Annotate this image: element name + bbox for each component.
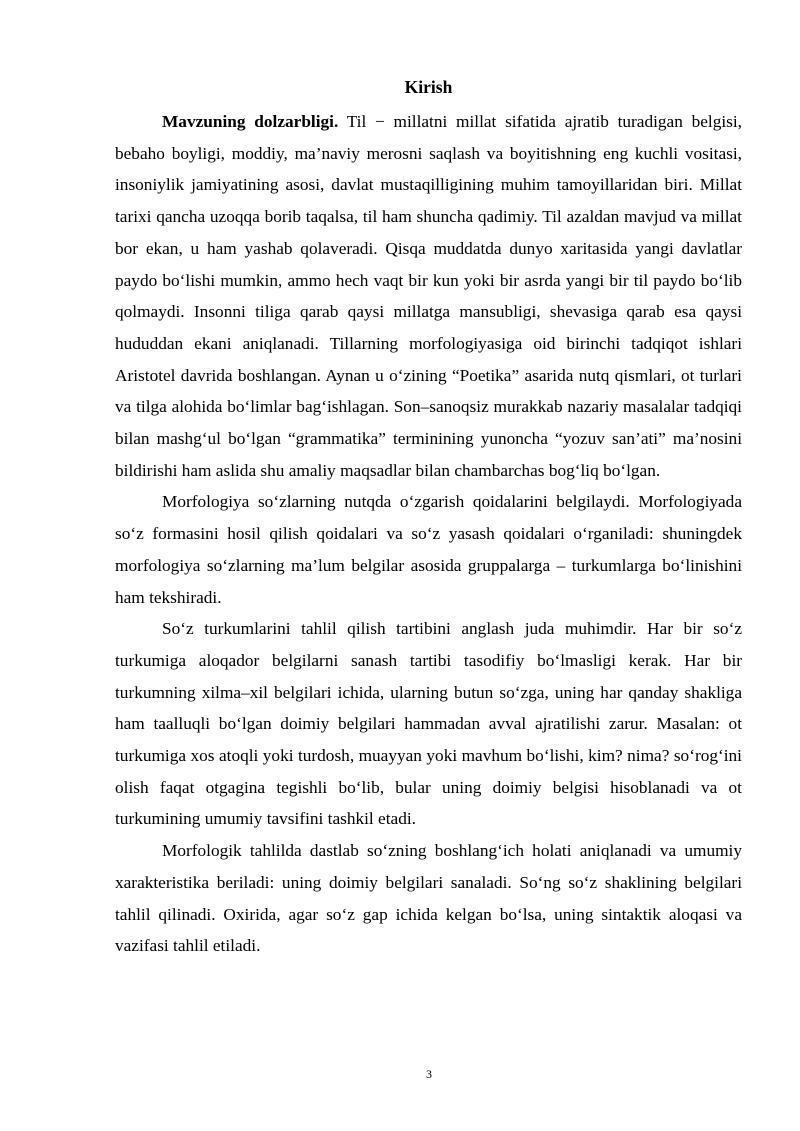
paragraph-relevance xyxy=(115,106,742,486)
paragraph-morphological-analysis: Morfologik tahlilda dastlab so‘zning boshlang‘ich holati aniqlanadi va umumiy xarakteristika beriladi: uning doimiy belgilari sanaladi. So‘ng so‘z shaklining belgilari tahlil qilinadi. Oxirida, agar so‘z gap ichida kelgan bo‘lsa, uning sintaktik aloqasi va vazifasi tahlil etiladi. xyxy=(115,841,742,956)
paragraph-word-classes: So‘z turkumlarini tahlil qilish tartibini anglash juda muhimdir. Har bir so‘z turkumiga aloqador belgilarni sanash tartibi tasodifiy bo‘lmasligi kerak. Har bir turkumning xilma–xil belgilari ichida, ularning butun so‘zga, uning har qanday shakliga ham taalluqli bo‘lgan doimiy belgilari hammadan avval ajratilishi zarur. Masalan: ot turkumiga xos atoqli yoki turdosh, muayyan yoki mavhum bo‘lishi, kim? nima? so‘rog‘ini olish faqat otgagina tegishli bo‘lib, bular uning doimiy belgisi hisoblanadi va ot turkumining umumiy tavsifini tashkil etadi. xyxy=(115,619,742,829)
section-title: Kirish xyxy=(404,77,453,97)
paragraph-morphology: Morfologiya so‘zlarning nutqda o‘zgarish qoidalarini belgilaydi. Morfologiyada so‘z formasini hosil qilish qoidalari va so‘z yasash qoidalari o‘rganiladi: shuningdek morfologiya so‘zlarning ma’lum belgilar asosida gruppalarga – turkumlarga bo‘linishini ham tekshiradi. xyxy=(115,492,742,607)
paragraph-lead: Mavzuning dolzarbligi. xyxy=(162,112,339,131)
paragraph-text: Til − millatni millat sifatida ajratib turadigan belgisi, bebaho boyligi, moddiy, ma’naviy merosni saqlash va boyitishning eng kuchli vositasi, insoniylik jamiyatining asosi, davlat mustaqilligining muhim tamoyillaridan biri. Millat tarixi qancha uzoqqa borib taqalsa, til ham shuncha qadimiy. Til azaldan mavjud va millat bor ekan, u ham yashab qolaveradi. Qisqa muddatda dunyo xaritasida yangi davlatlar paydo bo‘lishi mumkin, ammo hech vaqt bir kun yoki bir asrda yangi bir til paydo bo‘lib qolmaydi. Insonni tiliga qarab qaysi millatga mansubligi, shevasiga qarab esa qaysi hududdan ekani aniqlanadi. Tillarning morfologiyasiga oid birinchi tadqiqot ishlari Aristotel davrida boshlangan. Aynan u o‘zining “Poetika” asarida nutq qismlari, ot turlari va tilga alohida bo‘limlar bag‘ishlagan. Son–sanoqsiz murakkab nazariy masalalar tadqiqi bilan mashg‘ul bo‘lgan “grammatika” terminining yunoncha “yozuv san’ati” ma’nosini bildirishi ham aslida shu amaliy maqsadlar bilan chambarchas bog‘liq bo‘lgan. xyxy=(115,112,742,480)
page-number: 3 xyxy=(426,1067,432,1081)
body-text xyxy=(115,106,742,962)
